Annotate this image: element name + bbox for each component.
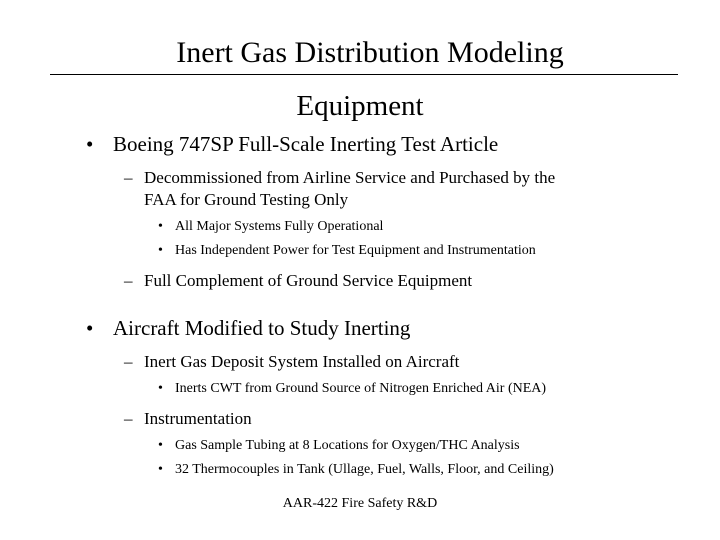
bullet-2-2-1-text: Gas Sample Tubing at 8 Locations for Oxygen/THC Analysis [175,438,520,453]
title-divider [50,74,678,75]
bullet-1-1-1-text: All Major Systems Fully Operational [175,219,384,234]
bullet-1-1-1-marker: • [158,219,163,234]
bullet-2-2-1-marker: • [158,438,163,453]
bullet-2-2-marker: – [124,409,133,428]
bullet-1-1-2-text: Has Independent Power for Test Equipment and Instrumentation [175,243,536,258]
bullet-1-1-text-line1: Decommissioned from Airline Service and Purchased by the [144,168,556,187]
bullet-2-text: Aircraft Modified to Study Inerting [113,316,411,340]
bullet-2-1-marker: – [124,352,133,371]
bullet-1-text: Boeing 747SP Full-Scale Inerting Test Article [113,132,499,156]
bullet-2-1-text: Inert Gas Deposit System Installed on Aircraft [144,352,460,371]
slide-title: Inert Gas Distribution Modeling [176,36,564,69]
bullet-2-2-text: Instrumentation [144,409,252,428]
slide-subtitle: Equipment [296,90,424,122]
bullet-2-marker: • [86,316,94,340]
bullet-1-marker: • [86,132,94,156]
slide-footer: AAR-422 Fire Safety R&D [282,496,438,511]
bullet-2-1-1-text: Inerts CWT from Ground Source of Nitrogen Enriched Air (NEA) [175,381,547,396]
bullet-1-2-marker: – [124,271,133,290]
bullet-2-2-2-text: 32 Thermocouples in Tank (Ullage, Fuel, Walls, Floor, and Ceiling) [175,462,554,477]
bullet-2-2-2-marker: • [158,462,163,477]
bullet-1-2-text: Full Complement of Ground Service Equipment [144,271,473,290]
bullet-1-1-2-marker: • [158,243,163,258]
bullet-1-1-marker: – [124,168,133,187]
bullet-2-1-1-marker: • [158,381,163,396]
bullet-1-1-text-line2: FAA for Ground Testing Only [144,190,349,209]
